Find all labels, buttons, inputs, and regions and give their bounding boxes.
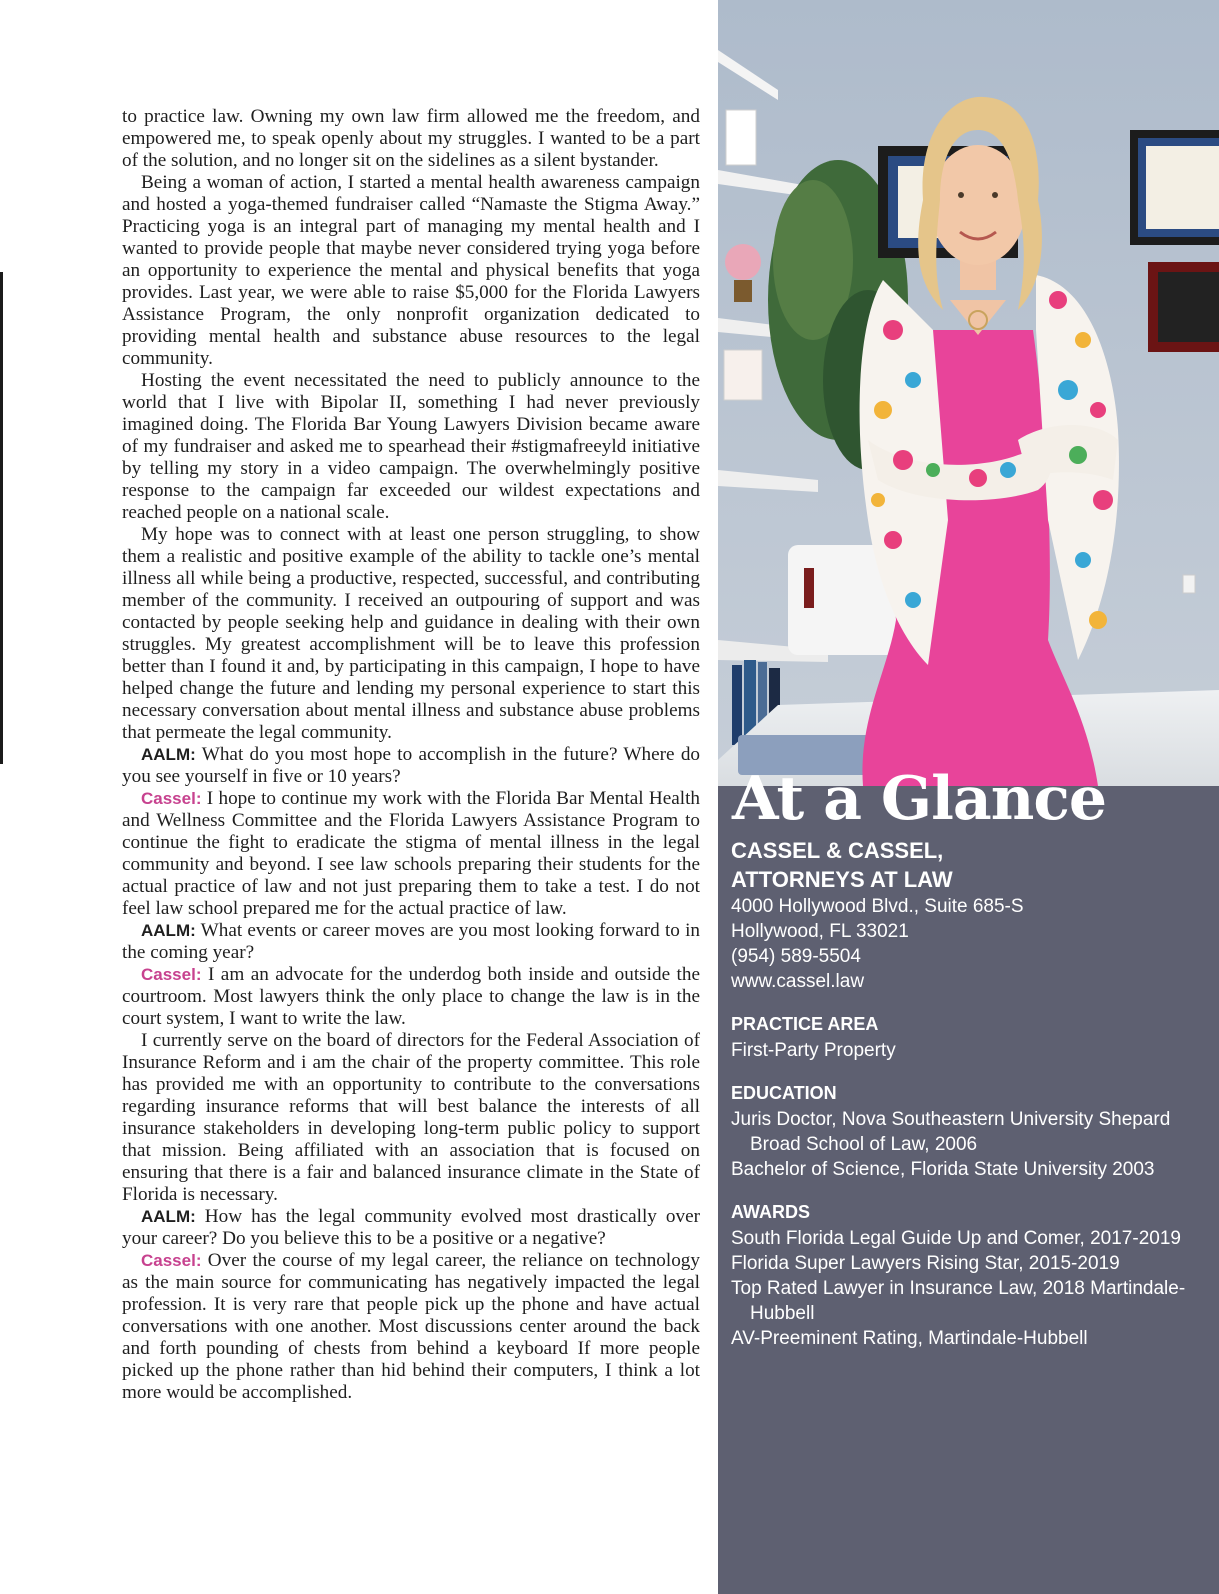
firm-name	[731, 836, 1201, 894]
article-paragraph: to practice law. Owning my own law firm allowed me the freedom, and empowered me, to speak openly about my struggles. I wanted to be a part of the solution, and no longer sit on the sidelines as a silent bystander.	[122, 106, 700, 171]
interview-answer	[122, 788, 700, 920]
portrait-photo-illustration	[718, 0, 1219, 786]
education-item: Bachelor of Science, Florida State University 2003	[731, 1159, 1155, 1180]
answer-text: Over the course of my legal career, the reliance on technology as the main source for communicating has negatively impacted the legal profession. It is very rare that people pick up the phone and have actual conversations with one another. Most discussions center around the back and forth pounding of chests from behind a keyboard If more people picked up the phone rather than hid behind their computers, I think a lot more would be accomplished.	[122, 1250, 700, 1403]
question-label: AALM:	[141, 745, 196, 764]
education-item: Juris Doctor, Nova Southeastern University Shepard Broad School of Law, 2006	[731, 1109, 1171, 1155]
article-paragraph: I currently serve on the board of directors for the Federal Association of Insurance Reform and i am the chair of the property committee. This role has provided me with an opportunity to contribute to the conversations regarding insurance reforms that will best balance the interests of all insurance stakeholders in developing long-term public policy to support that mission. Being affiliated with an association that is focused on ensuring that there is a fair and balanced insurance climate in the State of Florida is necessary.	[122, 1030, 700, 1205]
interview-question	[122, 1206, 700, 1250]
sidebar-title: At a Glance	[732, 764, 1107, 834]
at-a-glance-sidebar	[718, 0, 1219, 1594]
award-item: AV-Preeminent Rating, Martindale-Hubbell	[731, 1328, 1088, 1349]
answer-label: Cassel:	[141, 965, 202, 984]
page-edge-rule	[0, 272, 3, 764]
firm-name-line: ATTORNEYS AT LAW	[731, 867, 953, 892]
answer-label: Cassel:	[141, 1251, 202, 1270]
article-paragraph: My hope was to connect with at least one person struggling, to show them a realistic and positive example of the ability to tackle one’s mental illness all while being a productive, respected, successful, and contributing member of the community. I received an outpouring of support and was contacted by people seeking help and guidance in dealing with their own struggles. My greatest accomplishment will be to leave this profession better than I found it and, by participating in this campaign, I hope to have helped change the future and lending my personal experience to start this necessary conversation about mental illness and substance abuse problems that permeate the legal community.	[122, 524, 700, 743]
education-heading: EDUCATION	[731, 1083, 837, 1103]
question-text: What do you most hope to accomplish in the future? Where do you see yourself in five or 10 years?	[122, 744, 701, 787]
awards-heading: AWARDS	[731, 1202, 811, 1222]
address-line: Hollywood, FL 33021	[731, 921, 909, 942]
answer-label: Cassel:	[141, 789, 202, 808]
answer-text: I am an advocate for the underdog both inside and outside the courtroom. Most lawyers think the only place to change the law is in the court system, I want to write the law.	[122, 964, 700, 1029]
question-label: AALM:	[141, 1207, 196, 1226]
article-paragraph: Hosting the event necessitated the need to publicly announce to the world that I live with Bipolar II, something I had never previously imagined doing. The Florida Bar Young Lawyers Division became aware of my fundraiser and asked me to spearhead their #stigmafreeyld initiative by telling my story in a video campaign. The overwhelmingly positive response to the campaign far exceeded our wildest expectations and reached people on a national scale.	[122, 370, 700, 523]
practice-area: First-Party Property	[731, 1040, 896, 1061]
question-text: How has the legal community evolved most drastically over your career? Do you believe this to be a positive or a negative?	[122, 1206, 700, 1249]
answer-text: I hope to continue my work with the Florida Bar Mental Health and Wellness Committee and the Florida Lawyers Assistance Program to continue the fight to eradicate the stigma of mental illness in the legal community and beyond. I see law schools preparing their students for the actual practice of law and not just preparing them to take a test. I do not feel law school prepared me for the actual practice of law.	[122, 788, 701, 919]
interview-answer	[122, 1250, 700, 1404]
award-item: Top Rated Lawyer in Insurance Law, 2018 Martindale-Hubbell	[731, 1278, 1186, 1324]
portrait-photo	[718, 0, 1219, 786]
award-item: Florida Super Lawyers Rising Star, 2015-2019	[731, 1253, 1120, 1274]
website-link[interactable]: www.cassel.law	[731, 971, 865, 992]
firm-info	[731, 836, 1201, 1351]
practice-area-heading: PRACTICE AREA	[731, 1014, 879, 1034]
firm-name-line: CASSEL & CASSEL,	[731, 838, 944, 863]
interview-question	[122, 744, 700, 788]
article-paragraph: Being a woman of action, I started a mental health awareness campaign and hosted a yoga-themed fundraiser called “Namaste the Stigma Away.” Practicing yoga is an integral part of managing my mental health and I wanted to provide people that maybe never considered trying yoga before an opportunity to experience the mental and physical benefits that yoga provides. Last year, we were able to raise $5,000 for the Florida Lawyers Assistance Program, the only nonprofit organization dedicated to providing mental health and substance abuse resources to the legal community.	[122, 172, 700, 369]
phone-number: (954) 589-5504	[731, 946, 861, 967]
address-line: 4000 Hollywood Blvd., Suite 685-S	[731, 896, 1024, 917]
article-body	[122, 106, 700, 1404]
interview-answer	[122, 964, 700, 1030]
award-item: South Florida Legal Guide Up and Comer, 2017-2019	[731, 1228, 1181, 1249]
interview-question	[122, 920, 700, 964]
question-label: AALM:	[141, 921, 196, 940]
question-text: What events or career moves are you most looking forward to in the coming year?	[122, 920, 700, 963]
